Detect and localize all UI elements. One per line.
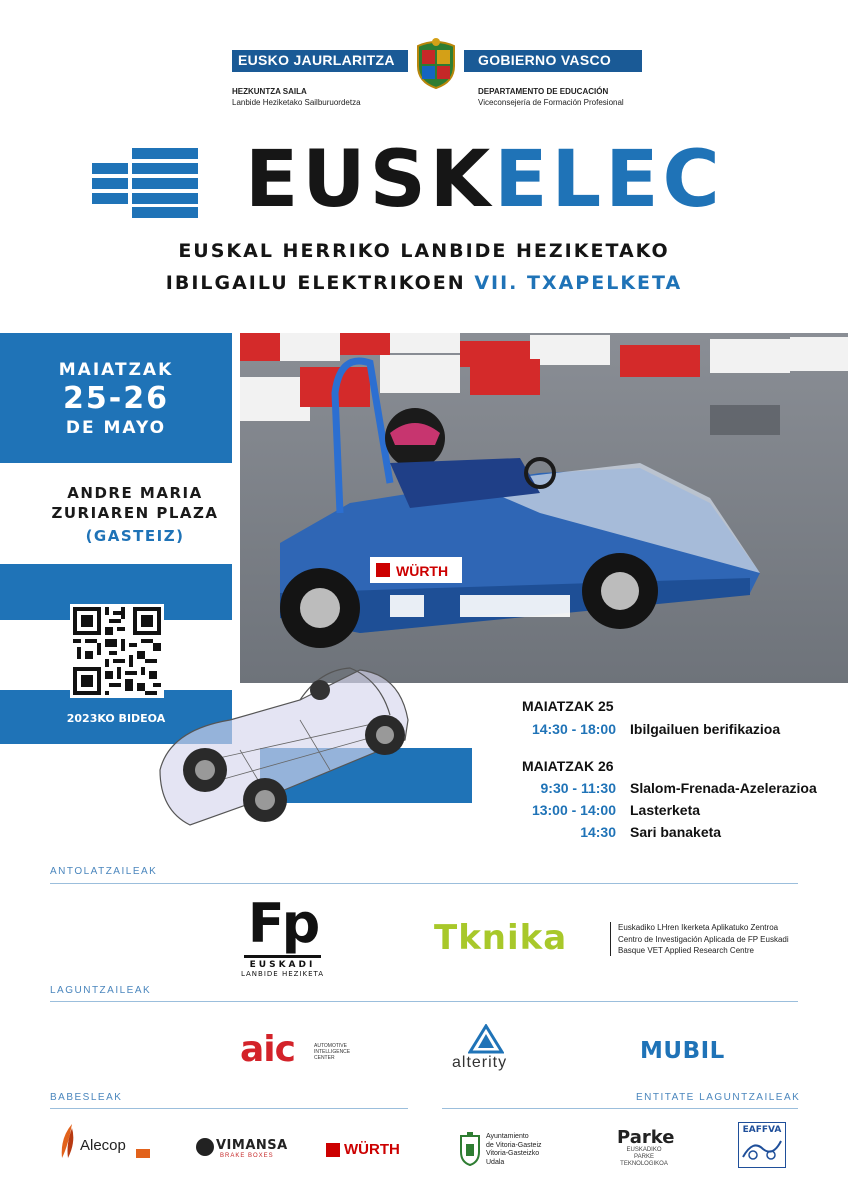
alterity-logo: alterity [452,1054,508,1071]
parke-logo: Parke [617,1127,675,1148]
date-spanish: DE MAYO [65,418,167,438]
alecop-icon [58,1124,78,1160]
schedule-activity: Sari banaketa [630,824,722,840]
divider [50,1001,798,1002]
schedule-time: 9:30 - 11:30 [540,780,616,796]
headline-line-1: EUSKAL HERRIKO LANBIDE HEZIKETAKO [178,240,670,262]
vimansa-subtitle: BRAKE BOXES [220,1153,274,1159]
parke-subtitle: EUSKADIKO PARKE TEKNOLOGIKOA [620,1147,668,1167]
divider [50,883,798,884]
car-sponsor-plate: WÜRTH [396,563,449,579]
race-car-photo [240,333,848,683]
headline-line-2: IBILGAILU ELEKTRIKOEN VII. TXAPELKETA [165,272,683,294]
gov-basque-name: EUSKO JAURLARITZA [238,52,395,68]
section-sponsors: BABESLEAK [50,1092,123,1103]
eaffva-logo: EAFFVA [738,1122,786,1168]
section-entities: ENTITATE LAGUNTZAILEAK [636,1092,801,1103]
section-collaborators: LAGUNTZAILEAK [50,985,152,996]
vitoria-shield-icon [458,1132,482,1166]
vimansa-logo: VIMANSA [216,1138,288,1153]
aic-subtitle: AUTOMOTIVE INTELLIGENCE CENTER [314,1043,351,1061]
place-line-1: ANDRE MARIA [67,484,203,502]
schedule-activity: Slalom-Frenada-Azelerazioa [630,780,817,796]
tknika-logo: Tknika [434,918,568,958]
alterity-icon [468,1024,504,1054]
schedule-time: 13:00 - 14:00 [531,802,616,818]
vimansa-icon [196,1138,214,1156]
tknika-description: Euskadiko LHren Ikerketa Aplikatuko Zentroa Centro de Investigación Aplicada de FP Euskadi Basque VET Applied Research Centre [618,923,789,955]
euskelec-stripes-icon [92,148,202,218]
fp-euskadi-logo: Fp EUSKADI LANBIDE HEZIKETA [240,892,325,978]
divider [50,1108,408,1109]
schedule-activity: Ibilgailuen berifikazioa [630,721,781,737]
schedule-time: 14:30 - 18:00 [531,721,616,737]
schedule-activity: Lasterketa [630,802,701,818]
aic-logo: aic [240,1029,295,1070]
date-month: MAIATZAK [58,360,174,380]
wurth-logo: WÜRTH [344,1141,400,1158]
schedule-day-2: MAIATZAK 26 [522,758,614,774]
gov-dept-spanish: DEPARTAMENTO DE EDUCACIÓN Viceconsejería de Formación Profesional [478,87,624,107]
divider [442,1108,798,1109]
gov-spanish-name: GOBIERNO VASCO [478,52,612,68]
schedule-time: 14:30 [580,824,616,840]
mubil-logo: MUBIL [640,1038,725,1064]
section-organizers: ANTOLATZAILEAK [50,866,158,877]
cad-car-illustration [150,660,415,835]
gov-dept-basque: HEZKUNTZA SAILA Lanbide Heziketako Sailburuordetza [232,87,361,107]
alecop-logo: Alecop [80,1137,126,1154]
euskelec-logo: EUSKELEC [245,135,724,225]
basque-shield-icon [408,36,464,90]
place-line-2: ZURIAREN PLAZA [51,504,219,522]
wurth-icon [326,1143,340,1157]
vitoria-city-logo: Ayuntamiento de Vitoria-Gasteiz Vitoria-Gasteizko Udala [486,1133,542,1166]
date-days: 25-26 [63,381,169,416]
alecop-badge [136,1149,150,1158]
schedule-day-1: MAIATZAK 25 [522,698,614,714]
divider [610,922,611,956]
place-city: (GASTEIZ) [85,527,185,545]
video-label: 2023KO BIDEOA [66,712,166,725]
